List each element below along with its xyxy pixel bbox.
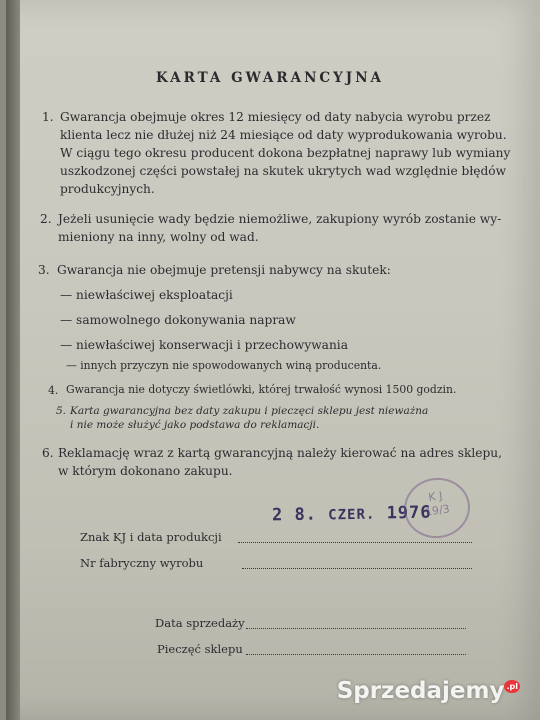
sub-item-2: — samowolnego dokonywania napraw xyxy=(60,313,296,327)
page-edge-shadow xyxy=(6,0,20,720)
shop-stamp-field[interactable] xyxy=(246,654,466,655)
kj-date-field[interactable] xyxy=(238,542,472,543)
item-2-line-1: Jeżeli usunięcie wady będzie niemożliwe, zakupiony wyrób zostanie wy- xyxy=(58,212,502,226)
item-2-line-2: mieniony na inny, wolny od wad. xyxy=(58,230,259,244)
item-6-line-1: Reklamację wraz z kartą gwarancyjną należy kierować na adres sklepu, xyxy=(58,446,502,460)
item-1-line-1: Gwarancja obejmuje okres 12 miesięcy od daty nabycia wyrobu przez xyxy=(60,110,491,124)
round-stamp-line-1: K J xyxy=(427,489,444,505)
sub-item-4: — innych przyczyn nie spowodowanych winą producenta. xyxy=(66,359,382,372)
serial-number-field[interactable] xyxy=(242,568,472,569)
sub-item-1: — niewłaściwej eksploatacji xyxy=(60,288,233,302)
item-4-number: 4. xyxy=(48,384,59,397)
item-1-line-3: W ciągu tego okresu producent dokona bezpłatnej naprawy lub wymiany xyxy=(60,146,511,160)
sub-item-3: — niewłaściwej konserwacji i przechowywania xyxy=(60,338,348,352)
item-5-line-2: i nie może służyć jako podstawa do reklamacji. xyxy=(70,419,320,431)
kj-date-label: Znak KJ i data produkcji xyxy=(80,530,222,544)
shop-stamp-label: Pieczęć sklepu xyxy=(157,642,243,656)
item-1-number: 1. xyxy=(42,110,54,124)
sprzedajemy-watermark xyxy=(337,678,520,704)
watermark-badge: .pl xyxy=(506,682,518,692)
item-2-number: 2. xyxy=(40,212,52,226)
item-6-number: 6. xyxy=(42,446,54,460)
sale-date-label: Data sprzedaży xyxy=(155,616,245,630)
item-1-line-2: klienta lecz nie dłużej niż 24 miesiące od daty wyprodukowania wyrobu. xyxy=(60,128,507,142)
item-6-line-2: w którym dokonano zakupu. xyxy=(58,464,233,478)
watermark-text: Sprzedajemy xyxy=(336,678,505,704)
document-title: KARTA GWARANCYJNA xyxy=(155,70,385,86)
item-1-line-5: produkcyjnych. xyxy=(60,182,155,196)
sale-date-field[interactable] xyxy=(246,628,466,629)
item-5-number: 5. xyxy=(56,405,67,417)
item-3-number: 3. xyxy=(38,263,50,277)
item-5-line-1: Karta gwarancyjna bez daty zakupu i pieczęci sklepu jest nieważna xyxy=(70,405,429,417)
item-3-line-1: Gwarancja nie obejmuje pretensji nabywcy na skutek: xyxy=(57,263,391,277)
stamp-day: 2 8. xyxy=(271,504,318,526)
item-1-line-4: uszkodzonej części powstałej na skutek ukrytych wad względnie błędów xyxy=(60,164,507,178)
stamp-month: CZER. xyxy=(328,506,376,524)
round-stamp-line-2: 19/3 xyxy=(424,502,451,519)
stamp-year: 1976 xyxy=(386,502,432,524)
serial-number-label: Nr fabryczny wyrobu xyxy=(80,556,204,570)
item-4-text: Gwarancja nie dotyczy świetlówki, której trwałość wynosi 1500 godzin. xyxy=(66,383,457,396)
